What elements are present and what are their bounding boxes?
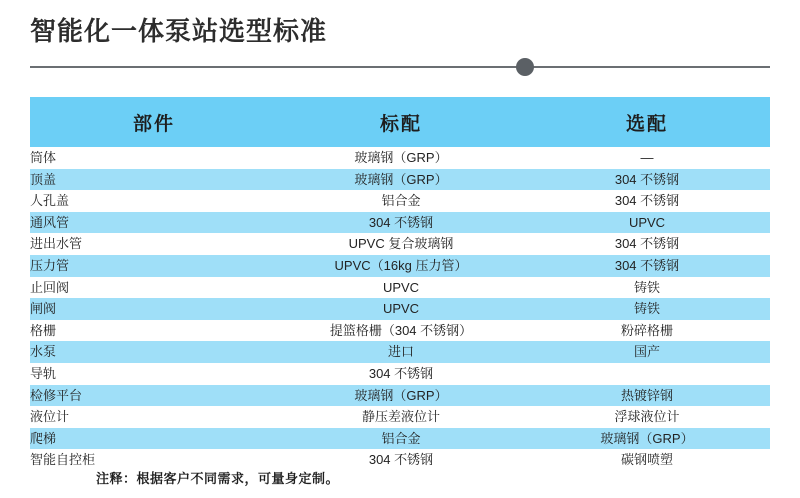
table-row	[30, 212, 770, 234]
cell-standard: 铝合金	[278, 190, 524, 212]
cell-optional: 浮球液位计	[524, 406, 770, 428]
cell-optional: 粉碎格栅	[524, 320, 770, 342]
divider-line	[30, 66, 770, 68]
cell-part: 水泵	[30, 341, 278, 363]
cell-optional: 铸铁	[524, 298, 770, 320]
table-row	[30, 406, 770, 428]
cell-optional: 304 不锈钢	[524, 233, 770, 255]
title-block	[0, 0, 800, 48]
table-row	[30, 277, 770, 299]
table-row	[30, 233, 770, 255]
title-divider	[0, 58, 800, 76]
cell-standard: 进口	[278, 341, 524, 363]
cell-part: 顶盖	[30, 169, 278, 191]
cell-standard: 铝合金	[278, 428, 524, 450]
cell-standard: 304 不锈钢	[278, 212, 524, 234]
cell-part: 爬梯	[30, 428, 278, 450]
table-header	[30, 97, 770, 147]
table-header-row	[30, 97, 770, 147]
cell-optional	[524, 363, 770, 385]
cell-optional: —	[524, 147, 770, 169]
cell-standard: 304 不锈钢	[278, 449, 524, 471]
cell-standard: UPVC（16kg 压力管）	[278, 255, 524, 277]
footer-note: 注释：根据客户不同需求，可量身定制。	[96, 471, 340, 486]
table-row	[30, 255, 770, 277]
table-row	[30, 363, 770, 385]
cell-part: 导轨	[30, 363, 278, 385]
cell-part: 检修平台	[30, 385, 278, 407]
table-row	[30, 385, 770, 407]
table-row	[30, 320, 770, 342]
cell-part: 格栅	[30, 320, 278, 342]
cell-optional: 碳钢喷塑	[524, 449, 770, 471]
table-row	[30, 169, 770, 191]
cell-part: 闸阀	[30, 298, 278, 320]
cell-optional: 热镀锌钢	[524, 385, 770, 407]
page-title: 智能化一体泵站选型标准	[30, 16, 328, 46]
cell-part: 筒体	[30, 147, 278, 169]
cell-standard: 304 不锈钢	[278, 363, 524, 385]
cell-standard: UPVC 复合玻璃钢	[278, 233, 524, 255]
cell-standard: 玻璃钢（GRP）	[278, 169, 524, 191]
spec-table	[30, 97, 770, 471]
cell-part: 人孔盖	[30, 190, 278, 212]
cell-standard: 提篮格栅（304 不锈钢）	[278, 320, 524, 342]
cell-optional: 玻璃钢（GRP）	[524, 428, 770, 450]
cell-part: 通风管	[30, 212, 278, 234]
cell-part: 智能自控柜	[30, 449, 278, 471]
cell-optional: 铸铁	[524, 277, 770, 299]
table-row	[30, 341, 770, 363]
column-header-standard: 标配	[278, 97, 524, 147]
table-row	[30, 190, 770, 212]
cell-part: 液位计	[30, 406, 278, 428]
cell-optional: 国产	[524, 341, 770, 363]
cell-standard: 静压差液位计	[278, 406, 524, 428]
cell-optional: UPVC	[524, 212, 770, 234]
divider-dot-icon	[516, 58, 534, 76]
spec-table-container	[30, 97, 770, 471]
cell-optional: 304 不锈钢	[524, 169, 770, 191]
column-header-optional: 选配	[524, 97, 770, 147]
cell-standard: 玻璃钢（GRP）	[278, 385, 524, 407]
table-row	[30, 147, 770, 169]
cell-part: 止回阀	[30, 277, 278, 299]
cell-standard: UPVC	[278, 277, 524, 299]
table-body	[30, 147, 770, 471]
column-header-part: 部件	[30, 97, 278, 147]
table-row	[30, 428, 770, 450]
cell-part: 进出水管	[30, 233, 278, 255]
cell-standard: UPVC	[278, 298, 524, 320]
cell-part: 压力管	[30, 255, 278, 277]
table-row	[30, 298, 770, 320]
cell-optional: 304 不锈钢	[524, 255, 770, 277]
cell-optional: 304 不锈钢	[524, 190, 770, 212]
cell-standard: 玻璃钢（GRP）	[278, 147, 524, 169]
